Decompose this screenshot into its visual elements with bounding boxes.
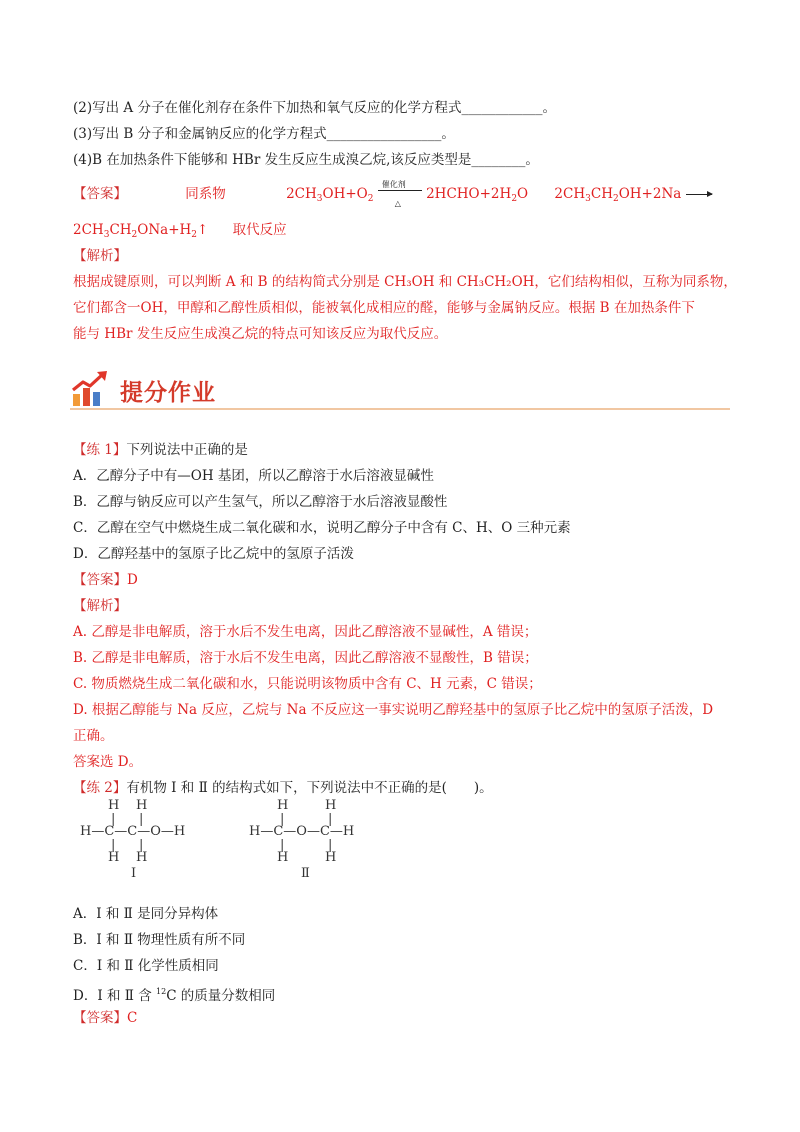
structure-II-label: Ⅱ <box>301 866 310 881</box>
question-4: (4)B 在加热条件下能够和 HBr 发生反应生成溴乙烷,该反应类型是________。 <box>73 152 539 168</box>
answer-label: 【答案】 <box>73 186 127 202</box>
exercise-1-conclusion: 答案选 D。 <box>73 754 143 770</box>
analysis-line-d-cont: 正确。 <box>73 728 114 744</box>
answer-line-1 <box>73 180 712 209</box>
analysis-line-a: A. 乙醇是非电解质，溶于水后不发生电离，因此乙醇溶液不显碱性，A 错误； <box>73 624 538 640</box>
reaction-arrow <box>686 194 712 195</box>
exercise-1-stem: 【练 1】下列说法中正确的是 <box>73 442 248 458</box>
exercise-2-option-a: A．Ⅰ 和 Ⅱ 是同分异构体 <box>73 906 219 922</box>
section-title: 提分作业 <box>120 380 216 406</box>
answer-part-1: 同系物 <box>185 186 226 202</box>
rising-chart-icon <box>70 368 110 408</box>
structure-I-label: Ⅰ <box>131 866 137 881</box>
exercise-1-label: 【练 1】 <box>73 442 127 458</box>
section-divider <box>70 408 730 410</box>
answer-line-2 <box>73 220 287 245</box>
catalyst-arrow <box>378 180 422 208</box>
section-heading <box>70 368 730 412</box>
exercise-2-option-c: C．Ⅰ 和 Ⅱ 化学性质相同 <box>73 958 219 974</box>
exercise-2-option-b: B．Ⅰ 和 Ⅱ 物理性质有所不同 <box>73 932 246 948</box>
exercise-1-option-b: B．乙醇与钠反应可以产生氢气，所以乙醇溶于水后溶液显酸性 <box>73 494 448 510</box>
analysis-label-1: 【解析】 <box>73 248 127 264</box>
heat-symbol: △ <box>394 199 401 208</box>
catalyst-label: 催化剂 <box>381 180 406 189</box>
exercise-2-option-d: D．Ⅰ 和 Ⅱ 含 $^{12}$C 的质量分数相同 <box>73 987 276 1004</box>
exercise-1-answer: 【答案】D <box>73 572 138 588</box>
analysis-text-line: 根据成键原则，可以判断 A 和 B 的结构简式分别是 CH₃OH 和 CH₃CH₂OH，它们结构相似，互称为同系物， <box>73 274 737 290</box>
exercise-2-label: 【练 2】 <box>73 780 127 796</box>
analysis-line-d: D. 根据乙醇能与 Na 反应，乙烷与 Na 不反应这一事实说明乙醇羟基中的氢原子比乙烷中的氢原子活泼，D <box>73 702 714 718</box>
answer-value: D <box>127 572 138 588</box>
exercise-1-option-a: A．乙醇分子中有—OH 基团，所以乙醇溶于水后溶液显碱性 <box>73 468 434 484</box>
exercise-1-option-c: C．乙醇在空气中燃烧生成二氧化碳和水，说明乙醇分子中含有 C、H、O 三种元素 <box>73 520 571 536</box>
equation-1: $2CH_3OH+O_2$ <box>286 186 374 204</box>
analysis-line-b: B. 乙醇是非电解质，溶于水后不发生电离，因此乙醇溶液不显酸性，B 错误； <box>73 650 538 666</box>
exercise-2-answer: 【答案】C <box>73 1010 138 1026</box>
exercise-1-option-d: D．乙醇羟基中的氢原子比乙烷中的氢原子活泼 <box>73 546 354 562</box>
analysis-text-line: 能与 HBr 发生反应生成溴乙烷的特点可知该反应为取代反应。 <box>73 326 448 342</box>
analysis-text-line: 它们都含一OH，甲醇和乙醇性质相似，能被氧化成相应的醛，能够与金属钠反应。根据 B 在加热条件下 <box>73 300 695 316</box>
exercise-2-stem: 【练 2】有机物 Ⅰ 和 Ⅱ 的结构式如下，下列说法中不正确的是( )。 <box>73 780 493 796</box>
equation-2-product: $2CH_3CH_2ONa+H_2↑$ <box>73 222 209 240</box>
document-page: (2)写出 A 分子在催化剂存在条件下加热和氧气反应的化学方程式____________。 (3)写出 B 分子和金属钠反应的化学方程式_________________。 (4)B 在加热条件下能够和 HBr 发生反应生成溴乙烷,该反应类型是________。 【答案】 同系物 $2CH_3OH+O_2$ 催化剂 △ $2HCHO+2H_2O$ $2CH_3CH_2OH+2Na$ $2CH_3CH_2ONa+H_2↑$ 取代反应 【解析】 根据成键原则，可以判断 A 和 B 的结构简式分别是 CH₃OH 和 CH₃CH₂OH，它们结构相似，互称为同系物， 它们都含一OH，甲醇和乙醇性质相似，能被氧化成相应的醛，能够与金属钠反应。根据 B 在加热条件下 能与 HBr 发生反应生成溴乙烷的特点可知该反应为取代反应。 提分作业 【练 1】下列说法中正确的是 A．乙醇分子中有—OH 基团，所以乙醇溶于水后溶液显碱性 B．乙醇与钠反应可以产生氢气，所以乙醇溶于水后溶液显酸性 C．乙醇在空气中燃烧生成二氧化碳和水，说明乙醇分子中含有 C、H、O 三种元素 D．乙醇羟基中的氢原子比乙烷中的氢原子活泼 【答案】D 【解析】 A. 乙醇是非电解质，溶于水后不发生电离，因此乙醇溶液不显碱性，A 错误； B. 乙醇是非电解质，溶于水后不发生电离，因此乙醇溶液不显酸性，B 错误； C. 物质燃烧生成二氧化碳和水，只能说明该物质中含有 C、H 元素，C 错误； D. 根据乙醇能与 Na 反应，乙烷与 Na 不反应这一事实说明乙醇羟基中的氢原子比乙烷中的氢原子活泼，D 正确。 答案选 D。 【练 2】有机物 Ⅰ 和 Ⅱ 的结构式如下，下列说法中不正确的是( )。 H H | | H—C—C—O—H | | H H Ⅰ H H | | H—C—O—C—H | | H H Ⅱ A．Ⅰ 和 Ⅱ 是同分异构体 B．Ⅰ 和 Ⅱ 物理性质有所不同 C．Ⅰ 和 Ⅱ 化学性质相同 D．Ⅰ 和 Ⅱ 含 $^{12}$C 的质量分数相同 【答案】C <box>0 0 800 1132</box>
question-3: (3)写出 B 分子和金属钠反应的化学方程式_________________。 <box>73 126 455 142</box>
exercise-1-analysis-label: 【解析】 <box>73 598 127 614</box>
equation-2: $2CH_3CH_2OH+2Na$ <box>554 186 682 204</box>
answer-part-3: 取代反应 <box>232 222 287 238</box>
answer-value: C <box>127 1010 138 1026</box>
analysis-line-c: C. 物质燃烧生成二氧化碳和水，只能说明该物质中含有 C、H 元素，C 错误； <box>73 676 542 692</box>
question-2: (2)写出 A 分子在催化剂存在条件下加热和氧气反应的化学方程式____________。 <box>73 100 556 116</box>
equation-1-product: $2HCHO+2H_2O$ <box>426 186 529 204</box>
